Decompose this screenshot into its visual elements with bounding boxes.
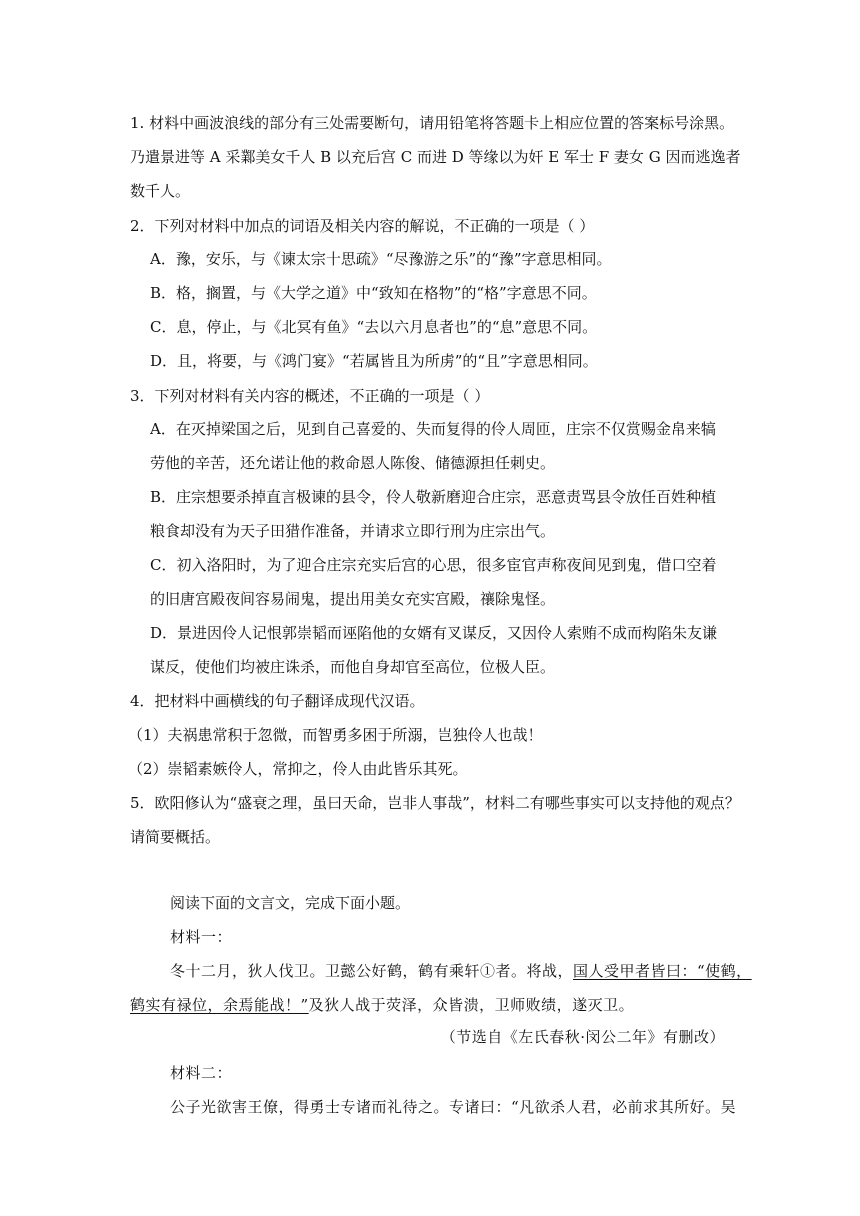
q2-stem: 2．下列对材料中加点的词语及相关内容的解说，不正确的一项是（ ） bbox=[130, 217, 595, 235]
q3-option-b-line-1: B．庄宗想要杀掉直言极谏的县令，伶人敬新磨迎合庄宗，恶意责骂县令放任百姓种植 bbox=[150, 488, 717, 506]
q4-item-2: （2）崇韬素嫉伶人，常抑之，伶人由此皆乐其死。 bbox=[128, 760, 468, 778]
material-2-label: 材料二： bbox=[170, 1064, 233, 1082]
material-1-underlined-text: 国人受甲者皆曰：“使鹤， bbox=[573, 962, 752, 980]
q2-option-a: A．豫，安乐，与《谏太宗十思疏》“尽豫游之乐”的“豫”字意思相同。 bbox=[150, 250, 612, 268]
q2-option-c: C．息，停止，与《北冥有鱼》“去以六月息者也”的“息”意思不同。 bbox=[150, 318, 598, 336]
material-1-line-1 bbox=[170, 960, 752, 981]
material-1-label: 材料一： bbox=[170, 928, 233, 946]
q3-option-a-line-1: A．在灭掉梁国之后，见到自己喜爱的、失而复得的伶人周匝，庄宗不仅赏赐金帛来犒 bbox=[150, 420, 716, 438]
q3-option-a-line-2: 劳他的辛苦，还允诺让他的救命恩人陈俊、储德源担任刺史。 bbox=[150, 454, 556, 472]
material-1-text-2: 及狄人战于荧泽，众皆溃，卫师败绩，遂灭卫。 bbox=[308, 996, 635, 1014]
q5-line-1: 5．欧阳修认为“盛衰之理，虽曰天命，岂非人事哉”，材料二有哪些事实可以支持他的观点？ bbox=[130, 794, 740, 812]
material-1-underlined-text-2: 鹤实有禄位，余焉能战！” bbox=[130, 996, 309, 1014]
q3-option-c-line-2: 的旧唐宫殿夜间容易闹鬼，提出用美女充实宫殿，禳除鬼怪。 bbox=[150, 590, 556, 608]
q3-option-c-line-1: C．初入洛阳时，为了迎合庄宗充实后宫的心思，很多宦官声称夜间见到鬼，借口空着 bbox=[150, 556, 717, 574]
material-1-line-2 bbox=[130, 994, 634, 1015]
q2-option-b: B．格，搁置，与《大学之道》中“致知在格物”的“格”字意思不同。 bbox=[150, 284, 597, 302]
reading-intro: 阅读下面的文言文，完成下面小题。 bbox=[170, 894, 411, 912]
q1-line-1: 1. 材料中画波浪线的部分有三处需要断句，请用铅笔将答题卡上相应位置的答案标号涂黑。 bbox=[130, 114, 735, 132]
q2-option-d: D．且，将要，与《鸿门宴》“若属皆且为所虏”的“且”字意思相同。 bbox=[150, 352, 598, 370]
material-1-source: （节选自《左氏春秋·闵公二年》有删改） bbox=[440, 1028, 725, 1046]
material-1-text: 冬十二月，狄人伐卫。卫懿公好鹤，鹤有乘轩①者。将战， bbox=[170, 962, 574, 980]
q5-line-2: 请简要概括。 bbox=[130, 828, 221, 846]
q3-option-d-line-1: D．景进因伶人记恨郭崇韬而诬陷他的女婿有叉谋反，又因伶人索贿不成而构陷朱友谦 bbox=[150, 624, 718, 642]
q4-stem: 4．把材料中画横线的句子翻译成现代汉语。 bbox=[130, 692, 425, 710]
material-2-line-1: 公子光欲害王僚，得勇士专诸而礼待之。专诸曰：“凡欲杀人君，必前求其所好。吴 bbox=[170, 1098, 737, 1116]
q1-line-3: 数千人。 bbox=[130, 182, 191, 200]
q3-option-b-line-2: 粮食却没有为天子田猎作准备，并请求立即行刑为庄宗出气。 bbox=[150, 522, 556, 540]
q4-item-1: （1）夫祸患常积于忽微，而智勇多困于所溺，岂独伶人也哉！ bbox=[128, 726, 543, 744]
q3-option-d-line-2: 谋反，使他们均被庄诛杀，而他自身却官至高位，位极人臣。 bbox=[150, 658, 556, 676]
q3-stem: 3．下列对材料有关内容的概述，不正确的一项是（ ） bbox=[130, 387, 490, 405]
q1-line-2: 乃遣景进等 A 采鄴美女千人 B 以充后宫 C 而进 D 等缘以为奸 E 军士 F 妻女 G 因而逃逸者 bbox=[130, 148, 741, 166]
